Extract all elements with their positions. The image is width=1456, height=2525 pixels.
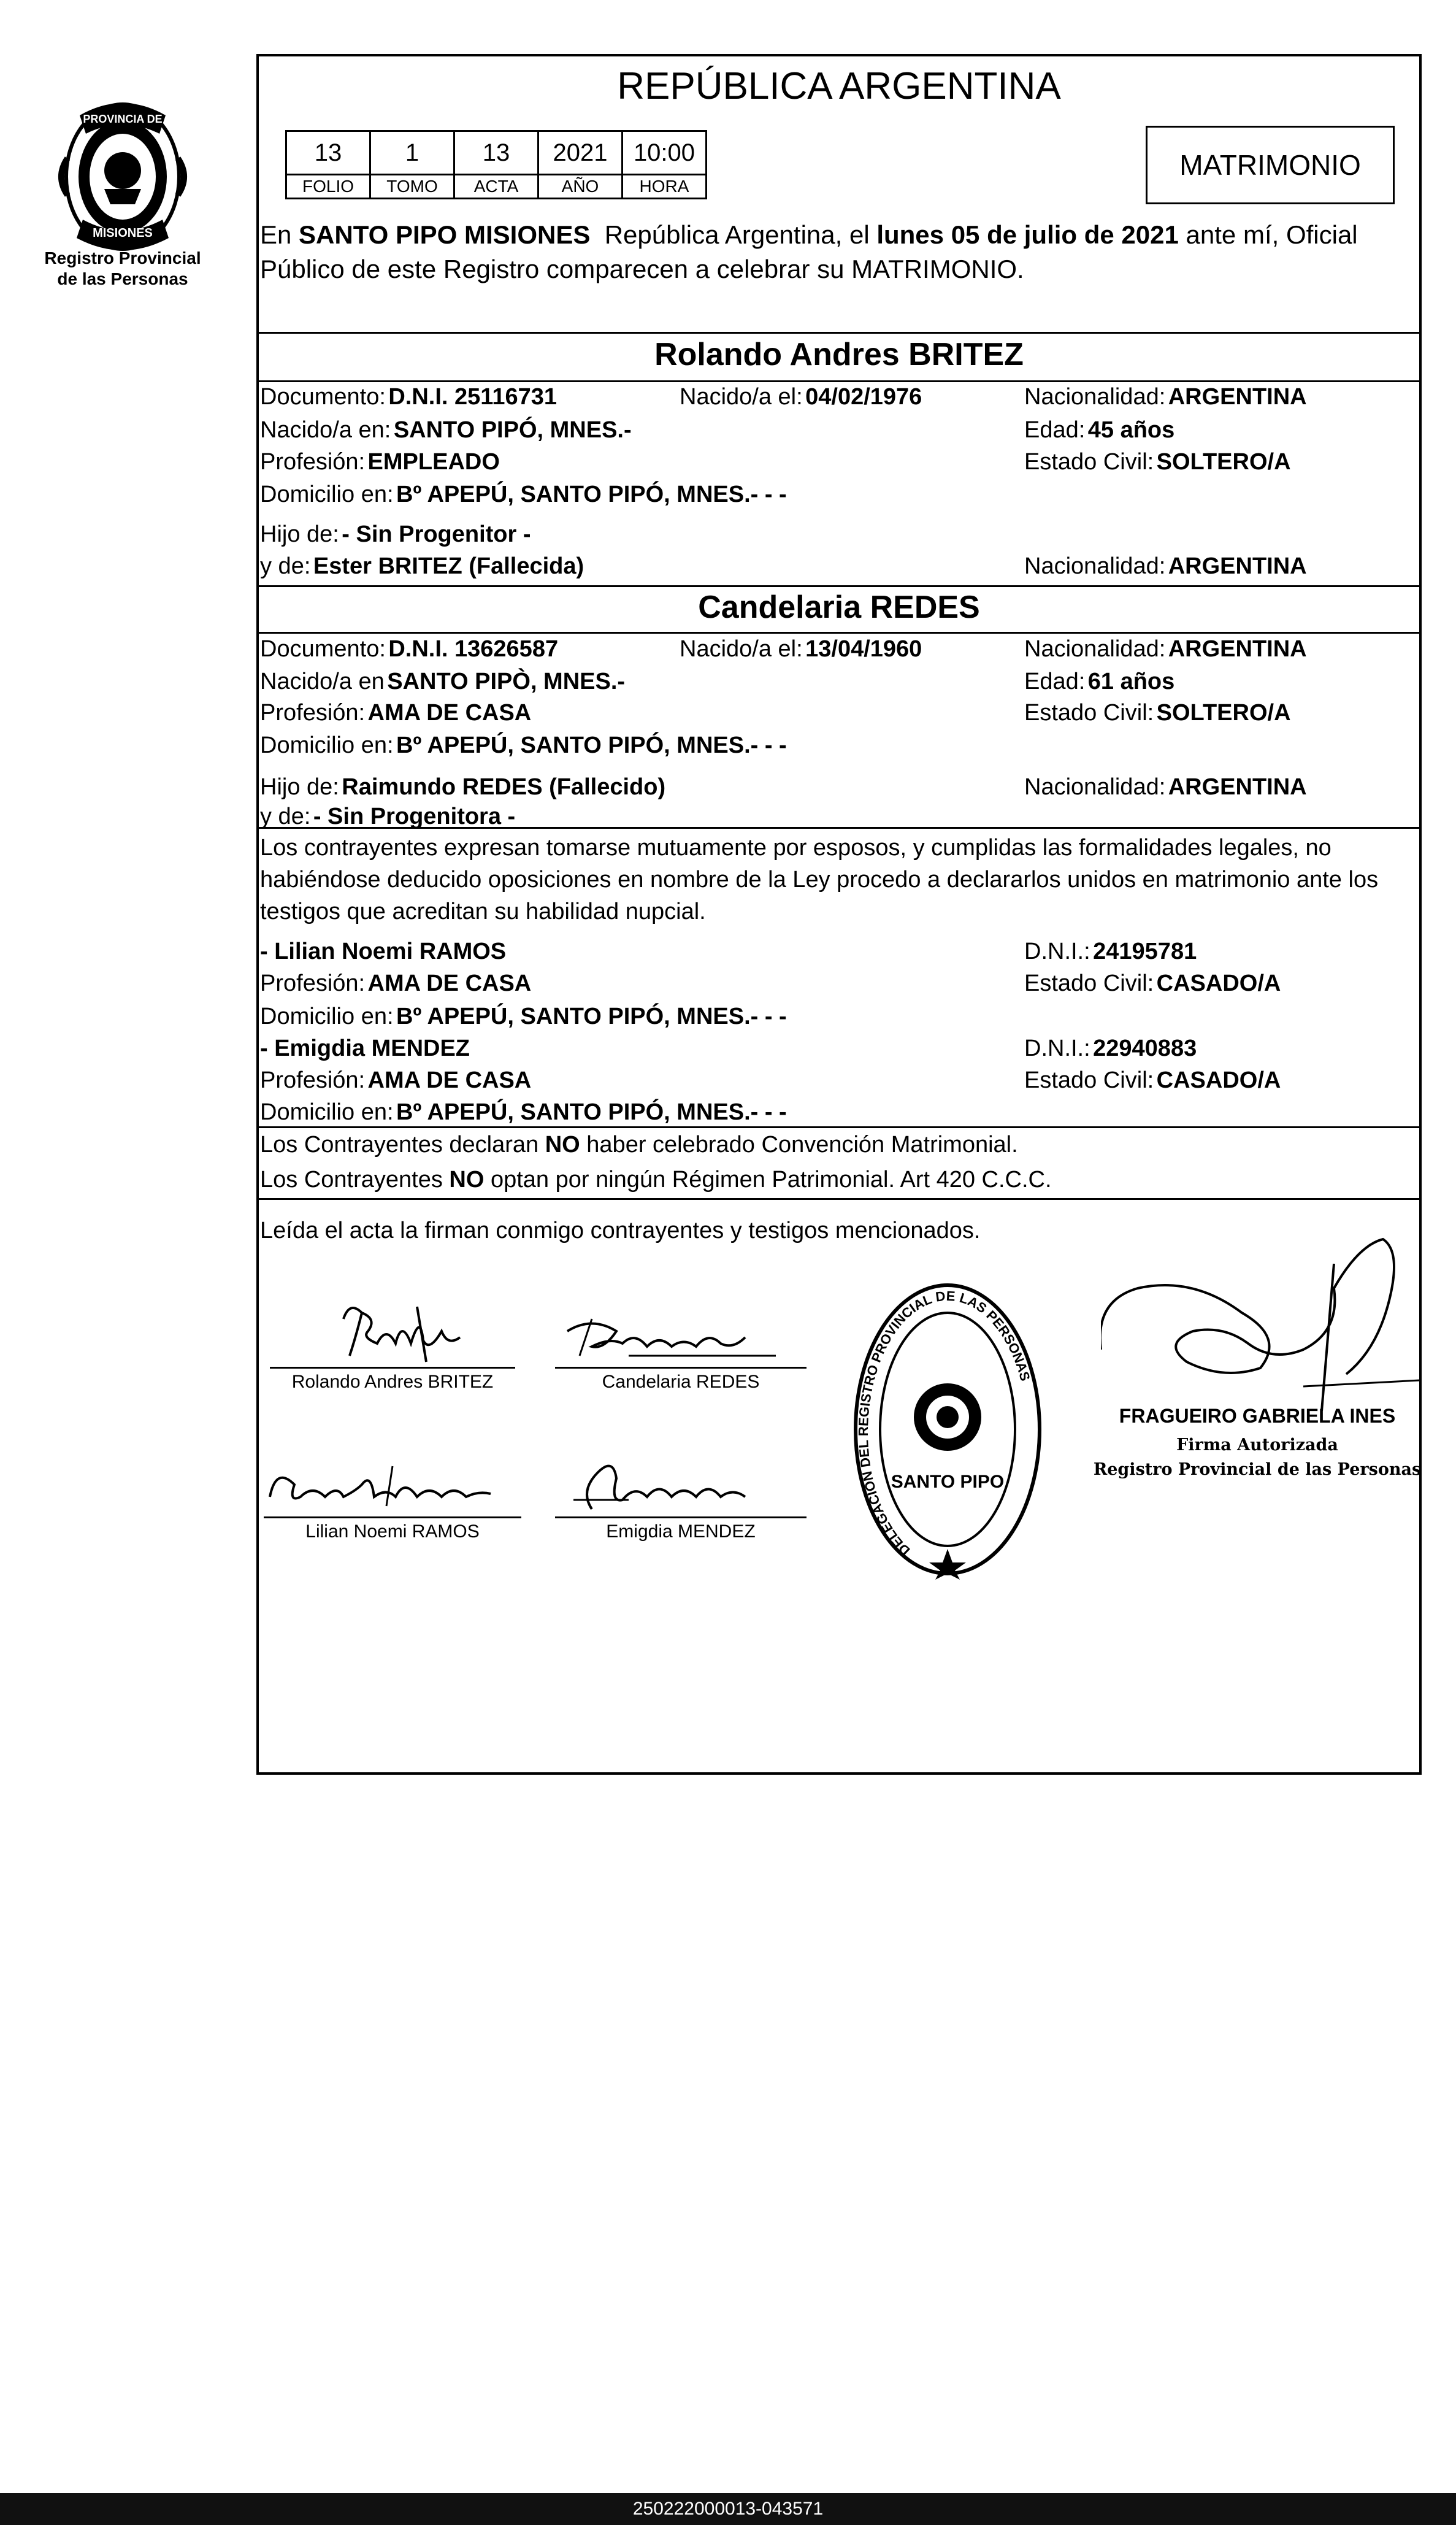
folio-label: FOLIO	[286, 175, 370, 199]
witness1-dni: D.N.I.: 24195781	[1024, 939, 1197, 964]
spouse2-address: Domicilio en: Bº APEPÚ, SANTO PIPÓ, MNES.- - -	[260, 732, 787, 758]
intro-date: lunes 05 de julio de 2021	[876, 220, 1179, 249]
spouse1-civil: Estado Civil: SOLTERO/A	[1024, 449, 1291, 475]
declaration-paragraph: Los contrayentes expresan tomarse mutuamente por esposos, y cumplidas las formalidades legales, no habiéndose deducido oposiciones en nombre de la Ley procedo a declararlos unidos en matrimonio ante los testigos que acreditan su habilidad nupcial.	[260, 835, 1379, 924]
spouse1-address: Domicilio en: Bº APEPÚ, SANTO PIPÓ, MNES.- - -	[260, 482, 787, 507]
spouse1-document: Documento: D.N.I. 25116731	[260, 384, 557, 410]
footer-barcode-text: 250222000013-043571	[0, 2493, 1456, 2525]
official-stamp	[849, 1279, 1046, 1580]
record-type: MATRIMONIO	[1179, 149, 1361, 181]
divider	[256, 1126, 1422, 1128]
divider	[256, 632, 1422, 634]
intro-mid: República Argentina, el	[590, 220, 877, 249]
witness1-civil: Estado Civil: CASADO/A	[1024, 970, 1281, 996]
registry-caption-line1: Registro Provincial	[44, 248, 201, 267]
convention-line-2: Los Contrayentes NO optan por ningún Régimen Patrimonial. Art 420 C.C.C.	[260, 1167, 1052, 1193]
spouse2-born-on: Nacido/a el: 13/04/1960	[680, 636, 922, 662]
spouse2-profession: Profesión: AMA DE CASA	[260, 700, 532, 726]
spouse2-document: Documento: D.N.I. 13626587	[260, 636, 559, 662]
divider	[256, 332, 1422, 334]
spouse2-name: Candelaria REDES	[698, 590, 980, 625]
logo-top-text: PROVINCIA DE	[83, 113, 163, 125]
stamp-center-text: SANTO PIPO	[891, 1472, 1005, 1492]
convention-line-1: Los Contrayentes declaran NO haber celebrado Convención Matrimonial.	[260, 1132, 1018, 1158]
folio-value: 13	[286, 131, 370, 175]
divider	[256, 585, 1422, 587]
witness1-name: - Lilian Noemi RAMOS	[260, 939, 507, 964]
witness2-dni: D.N.I.: 22940883	[1024, 1036, 1197, 1061]
spouse1-name: Rolando Andres BRITEZ	[654, 337, 1024, 372]
acta-label: ACTA	[454, 175, 538, 199]
spouse2-civil: Estado Civil: SOLTERO/A	[1024, 700, 1291, 726]
signature-mendez	[555, 1454, 813, 1521]
spouse1-age: Edad: 45 años	[1024, 417, 1175, 443]
registry-logo	[43, 91, 202, 263]
spouse1-nationality: Nacionalidad: ARGENTINA	[1024, 384, 1307, 410]
witness1-profession: Profesión: AMA DE CASA	[260, 970, 532, 996]
witness2-profession: Profesión: AMA DE CASA	[260, 1067, 532, 1093]
spouse1-profession: Profesión: EMPLEADO	[260, 449, 500, 475]
divider	[256, 380, 1422, 382]
spouse1-parents-nationality: Nacionalidad: ARGENTINA	[1024, 553, 1307, 579]
spouse1-born-in: Nacido/a en: SANTO PIPÓ, MNES.-	[260, 417, 632, 443]
witness2-name: - Emigdia MENDEZ	[260, 1036, 470, 1061]
spouse2-father: Hijo de: Raimundo REDES (Fallecido)	[260, 774, 666, 800]
spouse1-born-on: Nacido/a el: 04/02/1976	[680, 384, 922, 410]
signature-britez	[270, 1294, 515, 1368]
spouse2-parents-nationality: Nacionalidad: ARGENTINA	[1024, 774, 1307, 800]
tomo-label: TOMO	[370, 175, 454, 199]
witness2-civil: Estado Civil: CASADO/A	[1024, 1067, 1281, 1093]
spouse1-mother: y de: Ester BRITEZ (Fallecida)	[260, 553, 584, 579]
signature-line	[555, 1516, 807, 1518]
signature-line	[555, 1367, 807, 1369]
spouse2-mother: y de: - Sin Progenitora -	[260, 804, 516, 829]
folio-table	[285, 130, 707, 199]
closing-text: Leída el acta la firman conmigo contrayentes y testigos mencionados.	[260, 1218, 981, 1243]
signature-redes	[555, 1313, 813, 1368]
signature-line	[264, 1516, 521, 1518]
hour-value: 10:00	[623, 131, 707, 175]
registry-caption	[37, 248, 209, 290]
acta-value: 13	[454, 131, 538, 175]
page-title: REPÚBLICA ARGENTINA	[617, 65, 1061, 107]
signature-name-redes: Candelaria REDES	[602, 1372, 760, 1392]
intro-place: SANTO PIPO MISIONES	[299, 220, 591, 249]
witness1-address: Domicilio en: Bº APEPÚ, SANTO PIPÓ, MNES.- - -	[260, 1004, 787, 1029]
intro-prefix: En	[260, 220, 299, 249]
signature-name-mendez: Emigdia MENDEZ	[606, 1521, 756, 1542]
spouse2-nationality: Nacionalidad: ARGENTINA	[1024, 636, 1307, 662]
divider	[256, 1198, 1422, 1200]
signature-ramos	[264, 1460, 527, 1521]
authority-name: FRAGUEIRO GABRIELA INES	[1119, 1405, 1396, 1427]
signature-name-britez: Rolando Andres BRITEZ	[291, 1372, 494, 1392]
signature-line	[270, 1367, 515, 1369]
signature-name-ramos: Lilian Noemi RAMOS	[305, 1521, 480, 1542]
tomo-value: 1	[370, 131, 454, 175]
authority-signature	[1101, 1227, 1420, 1423]
year-value: 2021	[538, 131, 623, 175]
stamp-ring-text: DELEGACION DEL REGISTRO PROVINCIAL DE LAS PERSONAS	[856, 1288, 1033, 1559]
registry-caption-line2: de las Personas	[57, 269, 188, 288]
witness2-address: Domicilio en: Bº APEPÚ, SANTO PIPÓ, MNES.- - -	[260, 1099, 787, 1125]
spouse2-born-in: Nacido/a en SANTO PIPÒ, MNES.-	[260, 669, 626, 694]
spouse2-age: Edad: 61 años	[1024, 669, 1175, 694]
authority-role: Firma Autorizada	[1176, 1435, 1338, 1455]
hour-label: HORA	[623, 175, 707, 199]
record-type-box	[1146, 126, 1395, 204]
spouse1-father: Hijo de: - Sin Progenitor -	[260, 521, 531, 547]
year-label: AÑO	[538, 175, 623, 199]
intro-suffix: ante mí, Oficial Público de este Registro comparecen a celebrar su MATRIMONIO.	[260, 220, 1358, 283]
authority-registry: Registro Provincial de las Personas	[1093, 1460, 1422, 1479]
intro-paragraph	[260, 218, 1419, 286]
logo-bottom-text: MISIONES	[93, 226, 153, 240]
